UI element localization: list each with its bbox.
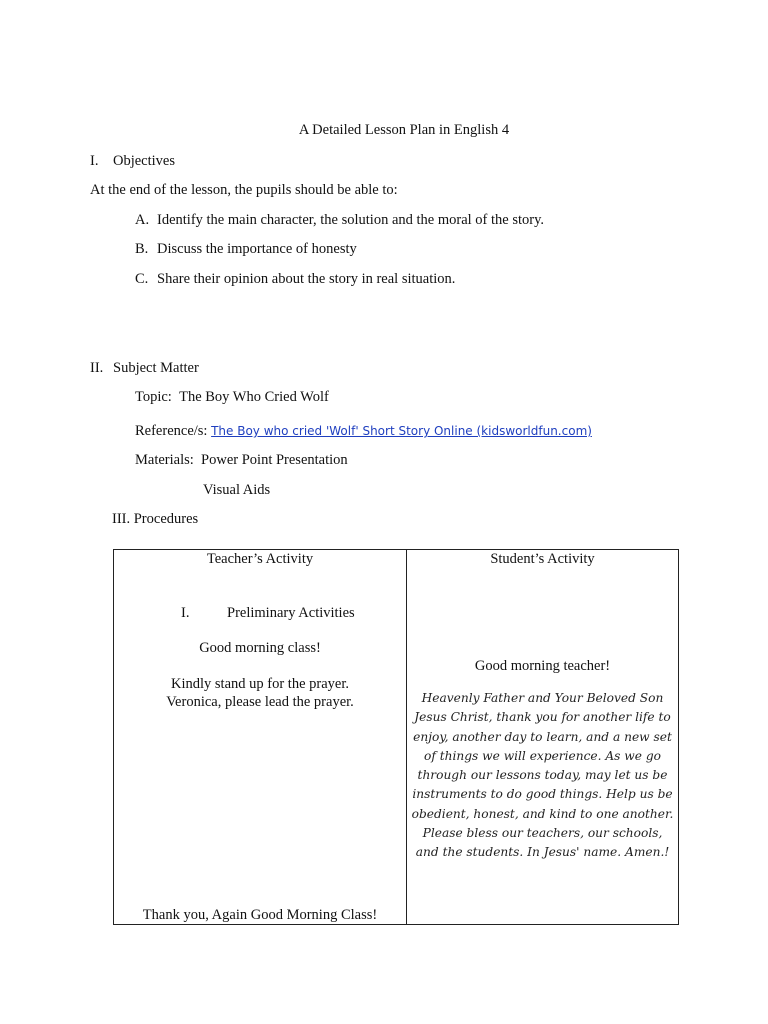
objectives-numeral: I. bbox=[90, 153, 99, 169]
subject-matter-numeral: II. bbox=[90, 360, 104, 376]
objective-text: Share their opinion about the story in real situation. bbox=[157, 271, 456, 287]
topic-label: Topic: bbox=[135, 389, 172, 405]
teacher-prayer-request: Kindly stand up for the prayer. bbox=[171, 676, 349, 692]
teacher-greeting: Good morning class! bbox=[199, 640, 321, 656]
procedures-table bbox=[113, 549, 679, 925]
teacher-closing: Thank you, Again Good Morning Class! bbox=[142, 907, 378, 923]
materials-item: Power Point Presentation bbox=[201, 452, 348, 468]
preliminary-title: Preliminary Activities bbox=[227, 605, 355, 621]
topic-line bbox=[135, 389, 329, 406]
objective-letter: A. bbox=[135, 212, 150, 228]
procedures-heading: III. Procedures bbox=[112, 511, 199, 527]
materials-line bbox=[135, 452, 348, 469]
objective-text: Discuss the importance of honesty bbox=[157, 241, 357, 257]
teacher-prayer-leader: Veronica, please lead the prayer. bbox=[166, 694, 354, 710]
objective-letter: C. bbox=[135, 271, 149, 287]
subject-matter-heading bbox=[90, 360, 199, 377]
topic-value: The Boy Who Cried Wolf bbox=[179, 389, 329, 405]
objective-item-c bbox=[135, 271, 455, 288]
teacher-activity-header: Teacher’s Activity bbox=[206, 551, 314, 567]
preliminary-numeral: I. bbox=[181, 605, 190, 621]
materials-item: Visual Aids bbox=[203, 482, 271, 498]
student-greeting: Good morning teacher! bbox=[474, 658, 611, 674]
subject-matter-heading-text: Subject Matter bbox=[113, 360, 199, 376]
objectives-heading bbox=[90, 153, 175, 170]
objective-letter: B. bbox=[135, 241, 149, 257]
teacher-activity-cell bbox=[114, 550, 407, 925]
objectives-heading-text: Objectives bbox=[113, 153, 176, 169]
student-prayer: Heavenly Father and Your Beloved Son Jesus Christ, thank you for another life to enjoy, another day to learn, and a new set of things we will experience. As we go through our lessons today, may let us be instruments to do good things. Help us be obedient, honest, and kind to one another. Please bless our teachers, our schools, and the students. In Jesus' name. Amen.! bbox=[411, 691, 674, 860]
objective-text: Identify the main character, the solution and the moral of the story. bbox=[157, 212, 545, 228]
reference-link[interactable]: The Boy who cried 'Wolf' Short Story Online (kidsworldfun.com) bbox=[211, 424, 592, 438]
materials-label: Materials: bbox=[135, 452, 194, 468]
preliminary-activities-heading bbox=[181, 605, 355, 622]
reference-line bbox=[135, 423, 592, 440]
document-title: A Detailed Lesson Plan in English 4 bbox=[298, 122, 510, 138]
reference-label: Reference/s: bbox=[135, 423, 208, 439]
student-activity-cell bbox=[407, 550, 679, 925]
objectives-intro: At the end of the lesson, the pupils should be able to: bbox=[90, 182, 398, 198]
objective-item-a bbox=[135, 212, 544, 229]
objective-item-b bbox=[135, 241, 357, 258]
student-activity-header: Student’s Activity bbox=[490, 551, 595, 567]
